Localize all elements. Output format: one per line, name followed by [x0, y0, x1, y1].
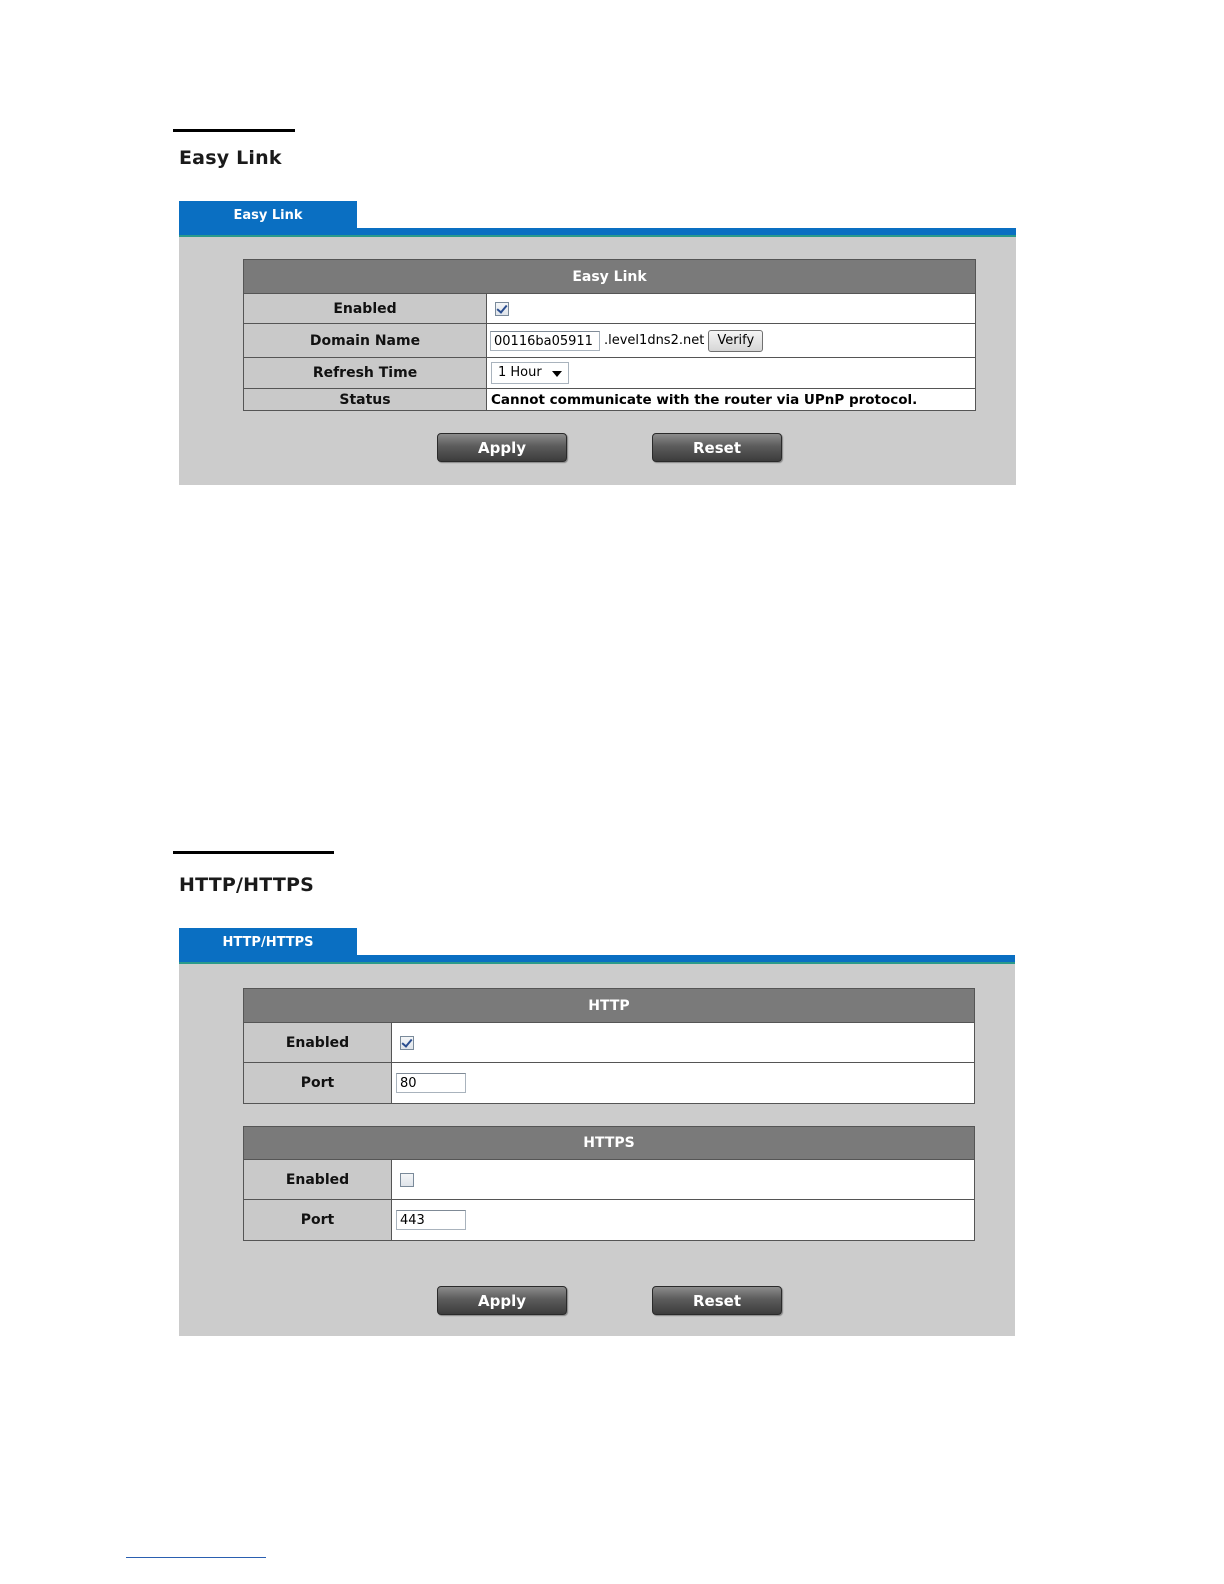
footer-divider	[126, 1557, 266, 1558]
https-port-cell	[392, 1200, 975, 1241]
domain-name-input[interactable]: 00116ba05911	[490, 331, 600, 351]
tab-http-https[interactable]: HTTP/HTTPS	[179, 928, 357, 956]
http-table	[243, 988, 975, 1104]
section-rule-http-https	[173, 851, 334, 854]
http-enabled-label: Enabled	[244, 1023, 392, 1063]
verify-button[interactable]: Verify	[708, 330, 763, 352]
http-enabled-cell	[392, 1023, 975, 1063]
section-rule-easy-link	[173, 129, 295, 132]
https-port-label: Port	[244, 1200, 392, 1241]
refresh-time-cell	[487, 358, 976, 389]
easy-link-table-header: Easy Link	[244, 260, 976, 294]
https-table	[243, 1126, 975, 1241]
chevron-down-icon	[552, 371, 562, 377]
http-port-cell	[392, 1063, 975, 1104]
status-label: Status	[244, 389, 487, 411]
section-title-http-https: HTTP/HTTPS	[179, 874, 314, 896]
easy-link-enabled-checkbox[interactable]	[495, 302, 509, 316]
https-enabled-label: Enabled	[244, 1160, 392, 1200]
http-https-apply-button[interactable]: Apply	[437, 1286, 567, 1315]
https-port-input[interactable]: 443	[396, 1210, 466, 1230]
https-table-header: HTTPS	[244, 1127, 975, 1160]
domain-name-label: Domain Name	[244, 324, 487, 358]
easy-link-apply-button[interactable]: Apply	[437, 433, 567, 462]
refresh-time-label: Refresh Time	[244, 358, 487, 389]
refresh-time-select[interactable]	[491, 362, 569, 384]
https-enabled-checkbox[interactable]	[400, 1173, 414, 1187]
domain-suffix: .level1dns2.net	[604, 333, 705, 348]
domain-name-cell	[487, 324, 976, 358]
http-enabled-checkbox[interactable]	[400, 1036, 414, 1050]
enabled-label: Enabled	[244, 294, 487, 324]
enabled-cell	[487, 294, 976, 324]
easy-link-table	[243, 259, 976, 411]
refresh-time-value: 1 Hour	[498, 365, 542, 380]
tab-bar-http-https	[179, 955, 1015, 964]
status-value: Cannot communicate with the router via UPnP protocol.	[487, 389, 976, 411]
http-port-label: Port	[244, 1063, 392, 1104]
easy-link-reset-button[interactable]: Reset	[652, 433, 782, 462]
tab-bar-easy-link	[179, 228, 1016, 237]
http-port-input[interactable]: 80	[396, 1073, 466, 1093]
section-title-easy-link: Easy Link	[179, 147, 282, 169]
http-table-header: HTTP	[244, 989, 975, 1023]
http-https-reset-button[interactable]: Reset	[652, 1286, 782, 1315]
tab-easy-link[interactable]: Easy Link	[179, 201, 357, 229]
https-enabled-cell	[392, 1160, 975, 1200]
